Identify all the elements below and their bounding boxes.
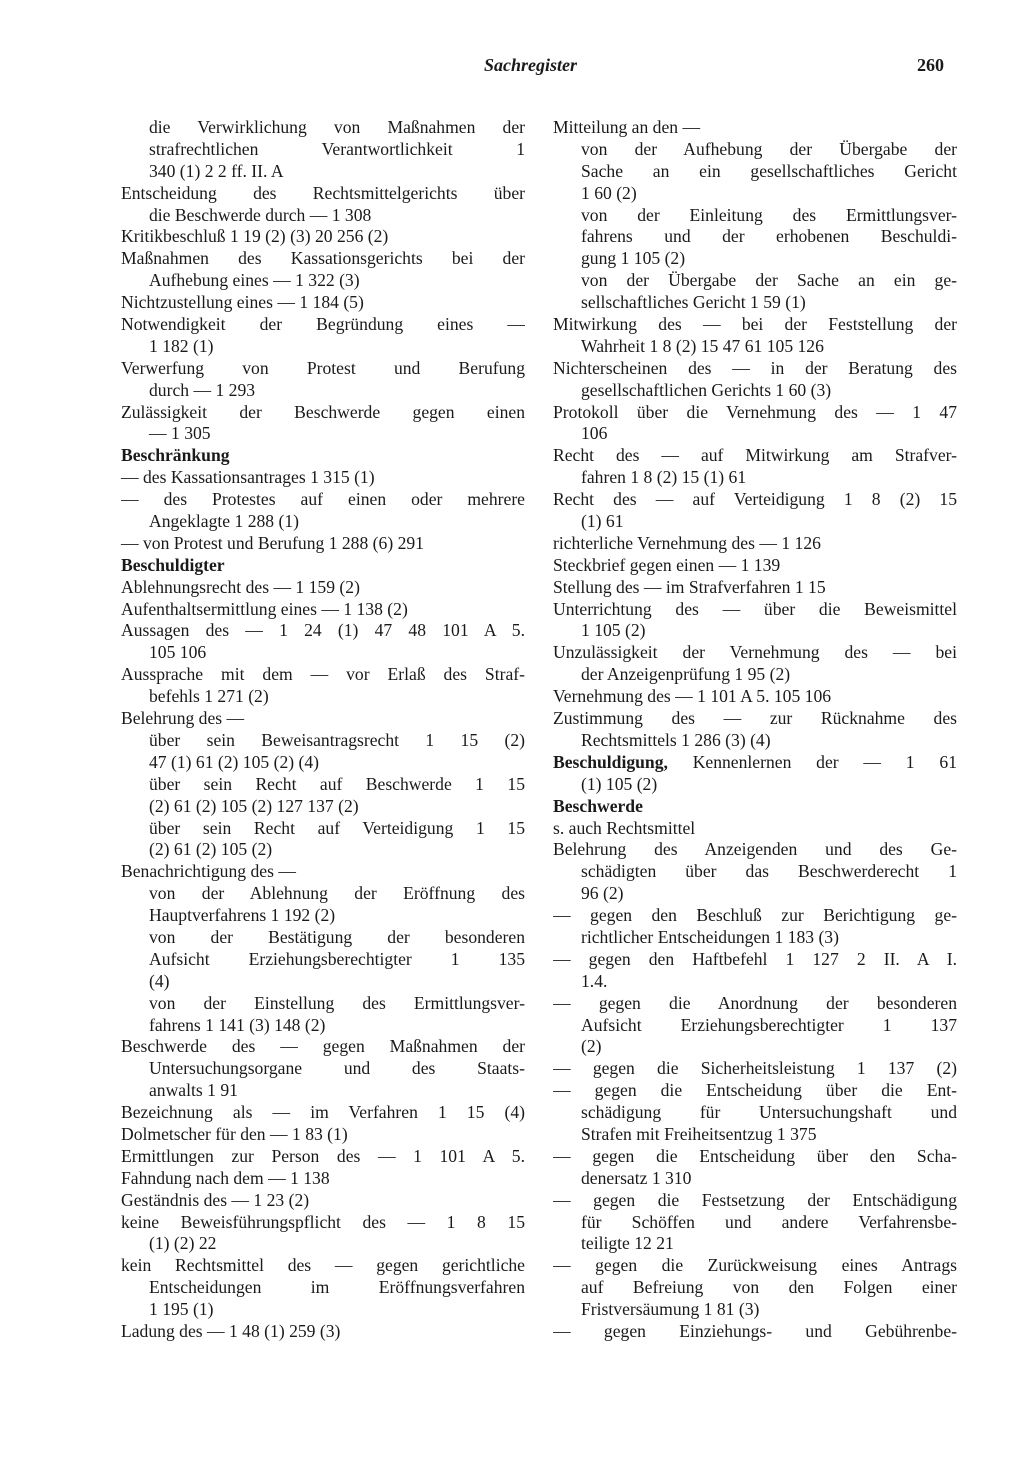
index-entry-line: Recht des — auf Mitwirkung am Strafver- xyxy=(553,445,957,466)
index-entry-line: Beschuldigung, Kennenlernen der — 1 61 xyxy=(553,751,957,772)
index-entry-line: Aufsicht Erziehungsberechtigter 1 137 xyxy=(581,1014,957,1035)
index-entry-line: s. auch Rechtsmittel xyxy=(553,817,696,838)
index-entry-line: — gegen den Beschluß zur Berichtigung ge- xyxy=(553,905,957,926)
index-entry-line: Entscheidungen im Eröffnungsverfahren xyxy=(149,1277,525,1298)
index-entry-line: fahrens 1 141 (3) 148 (2) xyxy=(149,1014,326,1035)
index-entry-line: — gegen Einziehungs- und Gebührenbe- xyxy=(553,1320,957,1341)
index-entry-line: 1 195 (1) xyxy=(149,1299,214,1320)
index-entry-line: Aufsicht Erziehungsberechtigter 1 135 xyxy=(149,948,525,969)
index-entry-line: Mitwirkung des — bei der Feststellung der xyxy=(553,314,957,335)
index-entry-line: 1 105 (2) xyxy=(581,620,646,641)
index-entry-line: die Beschwerde durch — 1 308 xyxy=(149,204,372,225)
index-entry-line: 1 60 (2) xyxy=(581,182,637,203)
index-entry-line: Angeklagte 1 288 (1) xyxy=(149,511,299,532)
index-entry-line: Nichtzustellung eines — 1 184 (5) xyxy=(121,292,364,313)
index-entry-line: Beschwerde des — gegen Maßnahmen der xyxy=(121,1036,525,1057)
index-entry-line: — gegen die Zurückweisung eines Antrags xyxy=(553,1255,957,1276)
index-heading: Beschränkung xyxy=(121,445,230,466)
index-entry-line: — des Kassationsantrages 1 315 (1) xyxy=(121,467,375,488)
index-heading: Beschwerde xyxy=(553,795,643,816)
index-entry-line: (2) 61 (2) 105 (2) xyxy=(149,839,273,860)
index-entry-line: Kritikbeschluß 1 19 (2) (3) 20 256 (2) xyxy=(121,226,389,247)
index-entry-line: schädigten über das Beschwerderecht 1 xyxy=(581,861,957,882)
index-entry-line: von der Bestätigung der besonderen xyxy=(149,926,525,947)
index-entry-line: Nichterscheinen des — in der Beratung des xyxy=(553,357,957,378)
index-entry-line: sellschaftliches Gericht 1 59 (1) xyxy=(581,292,806,313)
index-entry-line: teiligte 12 21 xyxy=(581,1233,674,1254)
index-entry-line: 96 (2) xyxy=(581,883,624,904)
index-entry-line: 1 182 (1) xyxy=(149,335,214,356)
index-entry-line: — gegen die Entscheidung über die Ent- xyxy=(553,1080,957,1101)
index-entry-line: gesellschaftlichen Gerichts 1 60 (3) xyxy=(581,379,832,400)
index-entry-line: befehls 1 271 (2) xyxy=(149,686,269,707)
index-entry-line: Zustimmung des — zur Rücknahme des xyxy=(553,708,957,729)
index-entry-line: auf Befreiung von den Folgen einer xyxy=(581,1277,957,1298)
index-entry-line: von der Einleitung des Ermittlungsver- xyxy=(581,204,957,225)
index-entry-line: richtlicher Entscheidungen 1 183 (3) xyxy=(581,926,839,947)
index-entry-line: richterliche Vernehmung des — 1 126 xyxy=(553,532,821,553)
index-entry-line: über sein Recht auf Beschwerde 1 15 xyxy=(149,773,525,794)
index-entry-line: von der Aufhebung der Übergabe der xyxy=(581,138,957,159)
index-entry-line: Unterrichtung des — über die Beweismittel xyxy=(553,598,957,619)
index-entry-line: Unzulässigkeit der Vernehmung des — bei xyxy=(553,642,957,663)
index-entry-line: der Anzeigenprüfung 1 95 (2) xyxy=(581,664,791,685)
index-entry-line: Entscheidung des Rechtsmittelgerichts über xyxy=(121,182,525,203)
index-entry-line: Hauptverfahrens 1 192 (2) xyxy=(149,905,336,926)
index-entry-line: anwalts 1 91 xyxy=(149,1080,238,1101)
index-entry-line: Zulässigkeit der Beschwerde gegen einen xyxy=(121,401,525,422)
index-entry-line: 106 xyxy=(581,423,608,444)
index-entry-line: von der Einstellung des Ermittlungsver- xyxy=(149,992,525,1013)
index-entry-line: (1) (2) 22 xyxy=(149,1233,217,1254)
index-entry-line: Ladung des — 1 48 (1) 259 (3) xyxy=(121,1320,341,1341)
index-entry-line: — von Protest und Berufung 1 288 (6) 291 xyxy=(121,532,424,553)
index-entry-line: Rechtsmittels 1 286 (3) (4) xyxy=(581,729,771,750)
index-entry-line: Aussagen des — 1 24 (1) 47 48 101 A 5. xyxy=(121,620,525,641)
index-entry-line: Vernehmung des — 1 101 A 5. 105 106 xyxy=(553,686,832,707)
index-entry-line: (4) xyxy=(149,970,170,991)
index-entry-line: 105 106 xyxy=(149,642,207,663)
index-heading: Beschuldigter xyxy=(121,554,225,575)
index-entry-line: strafrechtlichen Verantwortlichkeit 1 xyxy=(149,138,525,159)
index-entry-line: — gegen die Entscheidung über den Scha- xyxy=(553,1145,957,1166)
index-entry-line: durch — 1 293 xyxy=(149,379,256,400)
index-entry-line: Untersuchungsorgane und des Staats- xyxy=(149,1058,525,1079)
index-entry-line: Wahrheit 1 8 (2) 15 47 61 105 126 xyxy=(581,335,824,356)
index-entry-line: 340 (1) 2 2 ff. II. A xyxy=(149,160,284,181)
index-column-right xyxy=(553,117,957,1343)
index-entry-line: Ablehnungsrecht des — 1 159 (2) xyxy=(121,576,360,597)
index-entry-line: Mitteilung an den — xyxy=(553,117,701,137)
index-entry-line: (1) 61 xyxy=(581,511,624,532)
index-entry-line: Strafen mit Freiheitsentzug 1 375 xyxy=(581,1123,817,1144)
index-entry-line: von der Übergabe der Sache an ein ge- xyxy=(581,270,957,291)
index-entry-line: Fahndung nach dem — 1 138 xyxy=(121,1167,330,1188)
index-entry-line: Maßnahmen des Kassationsgerichts bei der xyxy=(121,248,525,269)
index-entry-line: fahrens und der erhobenen Beschuldi- xyxy=(581,226,957,247)
index-entry-line: — gegen den Haftbefehl 1 127 2 II. A I. xyxy=(553,948,957,969)
index-entry-line: keine Beweisführungspflicht des — 1 8 15 xyxy=(121,1211,525,1232)
index-entry-line: Aufenthaltsermittlung eines — 1 138 (2) xyxy=(121,598,408,619)
index-entry-line: schädigung für Untersuchungshaft und xyxy=(581,1102,957,1123)
index-entry-line: die Verwirklichung von Maßnahmen der xyxy=(149,117,525,137)
index-entry-line: Fristversäumung 1 81 (3) xyxy=(581,1299,760,1320)
index-entry-line: über sein Recht auf Verteidigung 1 15 xyxy=(149,817,525,838)
index-entry-line: Bezeichnung als — im Verfahren 1 15 (4) xyxy=(121,1102,525,1123)
index-entry-line: — gegen die Festsetzung der Entschädigung xyxy=(553,1189,957,1210)
index-entry-line: (1) 105 (2) xyxy=(581,773,658,794)
running-header-title: Sachregister xyxy=(484,55,578,75)
index-entry-line: — gegen die Anordnung der besonderen xyxy=(553,992,957,1013)
index-entry-line: 47 (1) 61 (2) 105 (2) (4) xyxy=(149,751,320,772)
index-entry-line: Belehrung des — xyxy=(121,708,245,729)
index-entry-line: Sache an ein gesellschaftliches Gericht xyxy=(581,160,957,181)
index-entry-line: Aussprache mit dem — vor Erlaß des Straf- xyxy=(121,664,525,685)
index-entry-line: kein Rechtsmittel des — gegen gerichtliche xyxy=(121,1255,525,1276)
index-entry-line: für Schöffen und andere Verfahrensbe- xyxy=(581,1211,957,1232)
index-entry-line: Notwendigkeit der Begründung eines — xyxy=(121,314,525,335)
index-entry-line: — des Protestes auf einen oder mehrere xyxy=(121,489,525,510)
index-entry-line: von der Ablehnung der Eröffnung des xyxy=(149,883,525,904)
page-number: 260 xyxy=(917,55,944,75)
index-entry-line: denersatz 1 310 xyxy=(581,1167,692,1188)
index-entry-line: Stellung des — im Strafverfahren 1 15 xyxy=(553,576,826,597)
index-entry-line: fahren 1 8 (2) 15 (1) 61 xyxy=(581,467,747,488)
index-entry-line: gung 1 105 (2) xyxy=(581,248,686,269)
index-entry-line: 1.4. xyxy=(581,970,608,991)
index-entry-line: Geständnis des — 1 23 (2) xyxy=(121,1189,310,1210)
index-entry-line: Aufhebung eines — 1 322 (3) xyxy=(149,270,360,291)
index-column-left xyxy=(121,117,525,1343)
index-entry-line: (2) xyxy=(581,1036,602,1057)
index-entry-line: Verwerfung von Protest und Berufung xyxy=(121,357,525,378)
index-entry-line: Recht des — auf Verteidigung 1 8 (2) 15 xyxy=(553,489,957,510)
index-entry-line: Dolmetscher für den — 1 83 (1) xyxy=(121,1123,348,1144)
index-entry-line: (2) 61 (2) 105 (2) 127 137 (2) xyxy=(149,795,359,816)
index-entry-line: Belehrung des Anzeigenden und des Ge- xyxy=(553,839,957,860)
index-entry-line: — gegen die Sicherheitsleistung 1 137 (2) xyxy=(553,1058,957,1079)
index-entry-line: Steckbrief gegen einen — 1 139 xyxy=(553,554,781,575)
index-heading-inline: Beschuldigung, xyxy=(553,751,668,772)
index-entry-line: Benachrichtigung des — xyxy=(121,861,296,882)
index-entry-line: Protokoll über die Vernehmung des — 1 47 xyxy=(553,401,957,422)
index-entry-line: Ermittlungen zur Person des — 1 101 A 5. xyxy=(121,1145,525,1166)
index-entry-line: über sein Beweisantragsrecht 1 15 (2) xyxy=(149,729,525,750)
index-entry-line: — 1 305 xyxy=(149,423,211,444)
